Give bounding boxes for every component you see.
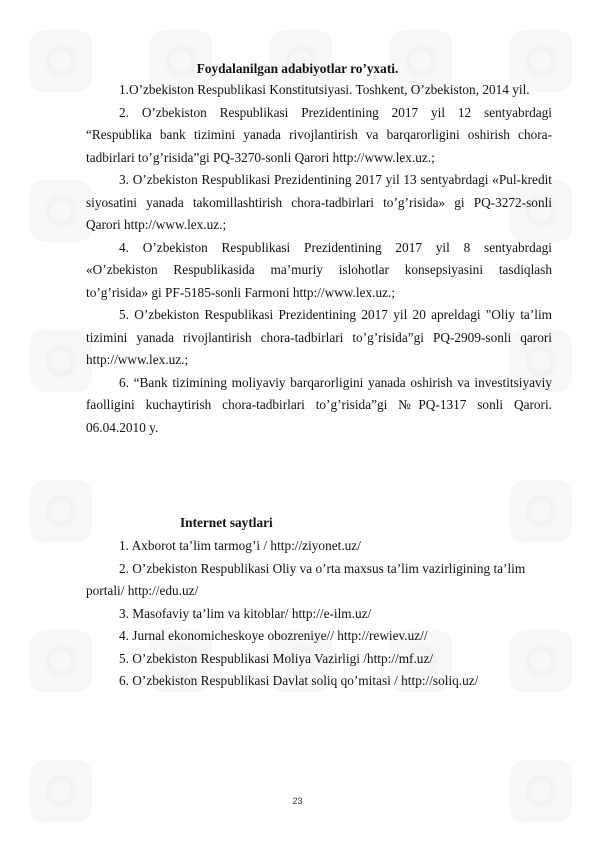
reference-item: 2. O’zbekiston Respublikasi Prezidentining 2017 yil 12 sentyabrdagi “Respublika bank tizimini yanada rivojlantirish va barqarorligini oshirish chora-tadbirlari to’g’risida”gi PQ-3270-sonli Qarori http://www.lex.uz.; (86, 104, 552, 165)
reference-item: 5. O’zbekiston Respublikasi Prezidentining 2017 yil 20 apreldagi "Oliy ta’lim tizimini yanada rivojlantirish chora-tadbirlari to’g’risida”gi PQ-2909-sonli qarori http://www.lex.uz.; (86, 307, 552, 367)
watermark-icon (30, 480, 92, 542)
internet-sites-list (86, 535, 552, 693)
references-title: Foydalanilgan adabiyotlar ro’yxati. (196, 61, 399, 76)
watermark-icon (510, 480, 572, 542)
internet-sites-title: Internet saytlari (180, 515, 273, 530)
watermark-icon (30, 330, 92, 392)
website-item: 2. O’zbekiston Respublikasi Oliy va o’rta maxsus ta’lim vazirligining ta’lim portali/ http://edu.uz/ (86, 560, 526, 598)
references-list (86, 79, 552, 439)
watermark-icon (30, 180, 92, 242)
website-item: 4. Jurnal ekonomicheskoye obozreniye// http://rewiev.uz// (119, 628, 428, 643)
website-item: 5. O’zbekiston Respublikasi Moliya Vazirligi /http://mf.uz/ (119, 650, 434, 666)
reference-item: 3. O’zbekiston Respublikasi Prezidentining 2017 yil 13 sentyabrdagi «Pul-kredit siyosatini yanada takomillashtirish chora-tadbirlari to’g’risida» gi PQ-3272-sonli Qarori http://www.lex.uz.; (86, 172, 552, 232)
page-number: 23 (292, 796, 303, 806)
reference-item: 4. O’zbekiston Respublikasi Prezidentining 2017 yil 8 sentyabrdagi «O’zbekiston Respublikasida ma’muriy islohotlar konsepsiyasini tasdiqlash to’g’risida» gi PF-5185-sonli Farmoni http://www.lex.uz.; (86, 239, 552, 300)
reference-item: 1.O’zbekiston Respublikasi Konstitutsiyasi. Toshkent, O’zbekiston, 2014 yil. (119, 82, 530, 97)
website-item: 6. O’zbekiston Respublikasi Davlat soliq qo’mitasi / http://soliq.uz/ (119, 673, 479, 688)
website-item: 1. Axborot ta’lim tarmog’i / http://ziyonet.uz/ (119, 538, 361, 553)
website-item: 3. Masofaviy ta’lim va kitoblar/ http://e-ilm.uz/ (119, 605, 372, 621)
reference-item: 6. “Bank tizimining moliyaviy barqarorligini yanada oshirish va investitsiyaviy faolligini kuchaytirish chora-tadbirlari to’g’risida”gi №PQ-1317 sonli Qarori. 06.04.2010 y. (86, 374, 552, 435)
watermark-icon (30, 630, 92, 692)
